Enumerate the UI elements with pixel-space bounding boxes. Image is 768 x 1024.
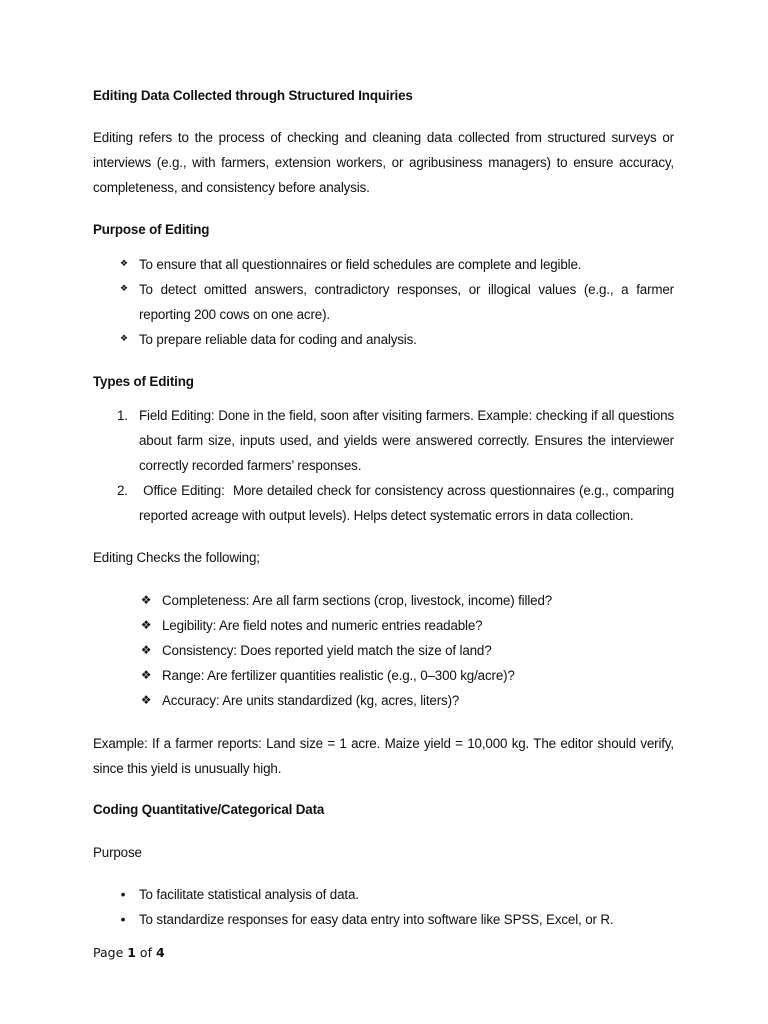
list-item: 2. Office Editing: More detailed check for consistency across questionnaires (e.g., comparing reported acreage with output levels). Helps detect systematic errors in data collection.: [117, 483, 678, 523]
coding-purpose-label: Purpose: [93, 845, 142, 860]
dot-bullet-icon: •: [120, 886, 126, 902]
example-paragraph: Example: If a farmer reports: Land size = 1 acre. Maize yield = 10,000 kg. The editor should verify, since this yield is unusually high.: [93, 736, 674, 776]
dot-bullet-icon: •: [120, 911, 126, 927]
list-item: ❖ Range: Are fertilizer quantities realistic (e.g., 0–300 kg/acre)?: [139, 663, 674, 688]
page-current: 1: [127, 945, 136, 960]
purpose-list: [117, 252, 674, 352]
list-item: ❖ Consistency: Does reported yield match the size of land?: [139, 638, 674, 663]
checks-intro: Editing Checks the following;: [93, 550, 260, 565]
list-item: • To facilitate statistical analysis of data.: [117, 882, 674, 907]
diamond-bullet-icon: ❖: [120, 259, 128, 269]
diamond-bullet-icon: ❖: [140, 593, 152, 607]
list-item: ❖ Legibility: Are field notes and numeric entries readable?: [139, 613, 674, 638]
diamond-bullet-icon: ❖: [140, 693, 152, 707]
diamond-bullet-icon: ❖: [140, 643, 152, 657]
list-item: ❖ To ensure that all questionnaires or field schedules are complete and legible.: [117, 252, 674, 277]
checks-list: [139, 588, 674, 713]
types-list: [117, 403, 678, 528]
coding-heading: Coding Quantitative/Categorical Data: [93, 802, 325, 817]
page-label: Page: [93, 945, 128, 960]
diamond-bullet-icon: ❖: [120, 334, 128, 344]
list-item: 1. Field Editing: Done in the field, soon after visiting farmers. Example: checking if all questions about farm size, inputs used, and yields were answered correctly. Ensures the interviewer correctly recorded farmers’ responses.: [117, 408, 674, 473]
page-footer: [93, 945, 165, 960]
list-item: ❖ To detect omitted answers, contradictory responses, or illogical values (e.g., a farmer reporting 200 cows on one acre).: [117, 277, 674, 327]
diamond-bullet-icon: ❖: [140, 668, 152, 682]
purpose-heading: Purpose of Editing: [93, 222, 210, 237]
diamond-bullet-icon: ❖: [120, 284, 128, 294]
list-item: ❖ Accuracy: Are units standardized (kg, acres, liters)?: [139, 688, 674, 713]
intro-paragraph: Editing refers to the process of checking and cleaning data collected from structured surveys or interviews (e.g., with farmers, extension workers, or agribusiness managers) to ensure accuracy, completeness, and consistency before analysis.: [93, 130, 674, 195]
coding-list: [117, 882, 674, 932]
list-item: • To standardize responses for easy data entry into software like SPSS, Excel, or R.: [117, 907, 674, 932]
types-heading: Types of Editing: [93, 374, 194, 389]
document-title: Editing Data Collected through Structured Inquiries: [93, 88, 413, 103]
list-item: ❖ Completeness: Are all farm sections (crop, livestock, income) filled?: [139, 588, 674, 613]
diamond-bullet-icon: ❖: [140, 618, 152, 632]
page-total: 4: [155, 945, 165, 960]
list-item: ❖ To prepare reliable data for coding and analysis.: [117, 327, 674, 352]
page-separator: of: [135, 945, 156, 960]
